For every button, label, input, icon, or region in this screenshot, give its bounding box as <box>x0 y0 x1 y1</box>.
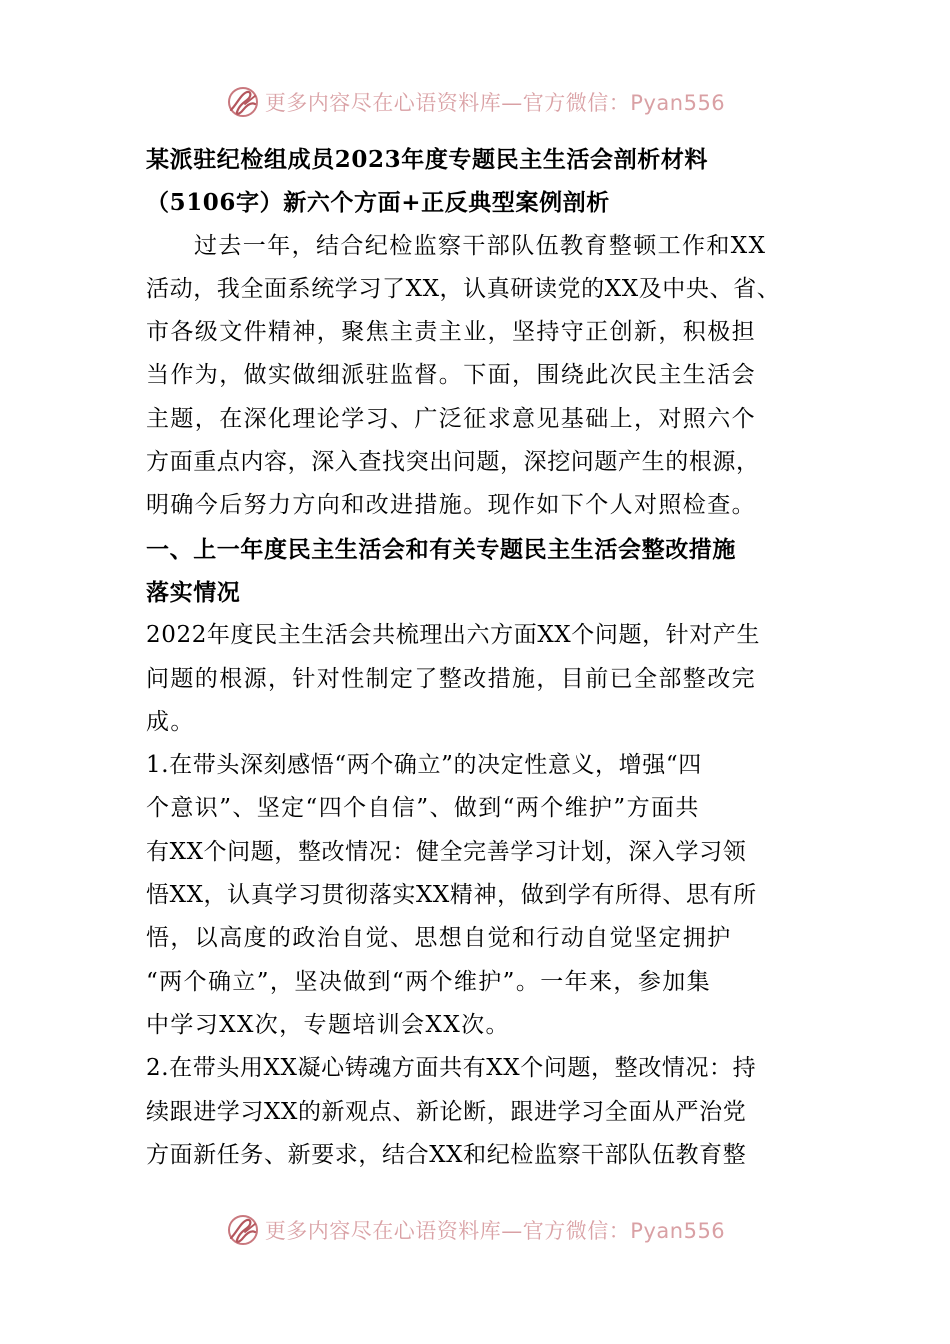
signature-logo-icon <box>225 84 261 120</box>
item-1-line: 悟，以高度的政治自觉、思想自觉和行动自觉坚定拥护 <box>146 925 732 952</box>
intro-paragraph-line: 过去一年，结合纪检监察干部队伍教育整顿工作和XX <box>194 232 767 259</box>
section-1-heading-line: 落实情况 <box>146 578 241 606</box>
item-2-line: 续跟进学习XX的新观点、新论断，跟进学习全面从严治党 <box>146 1098 747 1125</box>
item-1-line: 中学习XX次，专题培训会XX次。 <box>146 1011 510 1038</box>
intro-paragraph-line: 当作为，做实做细派驻监督。下面，围绕此次民主生活会 <box>146 362 756 389</box>
document-title-line-1: 某派驻纪检组成员2023年度专题民主生活会剖析材料 <box>146 146 709 173</box>
section-1-body-line: 成。 <box>146 708 195 735</box>
intro-paragraph-line: 市各级文件精神，聚焦主责主业，坚持守正创新，积极担 <box>146 319 756 346</box>
section-1-heading-line: 一、上一年度民主生活会和有关专题民主生活会整改措施 <box>146 535 736 563</box>
intro-paragraph-line: 主题，在深化理论学习、广泛征求意见基础上，对照六个 <box>146 405 756 432</box>
signature-logo-icon <box>225 1212 261 1248</box>
footer-watermark-banner <box>0 1208 950 1252</box>
intro-paragraph-line: 活动，我全面系统学习了XX，认真研读党的XX及中央、省、 <box>146 275 781 302</box>
item-1-line: 有XX个问题，整改情况：健全完善学习计划，深入学习领 <box>146 838 747 865</box>
item-1-line: “两个确立”，坚决做到“两个维护”。一年来，参加集 <box>146 968 712 995</box>
header-watermark-text: 更多内容尽在心语资料库—官方微信：Pyan556 <box>264 91 726 115</box>
item-2-line: 2.在带头用XX凝心铸魂方面共有XX个问题，整改情况：持 <box>146 1055 757 1082</box>
footer-watermark-text: 更多内容尽在心语资料库—官方微信：Pyan556 <box>264 1219 726 1243</box>
item-2-line: 方面新任务、新要求，结合XX和纪检监察干部队伍教育整 <box>146 1141 747 1168</box>
section-1-body-line: 问题的根源，针对性制定了整改措施，目前已全部整改完 <box>146 665 756 692</box>
document-title-line-2: （5106字）新六个方面+正反典型案例剖析 <box>146 189 610 217</box>
section-1-body-line: 2022年度民主生活会共梳理出六方面XX个问题，针对产生 <box>146 622 761 649</box>
item-1-line: 1.在带头深刻感悟“两个确立”的决定性意义，增强“四 <box>146 752 702 779</box>
item-1-line: 个意识”、坚定“四个自信”、做到“两个维护”方面共 <box>146 795 700 822</box>
document-body <box>146 138 818 1177</box>
header-watermark-banner <box>0 80 950 124</box>
intro-paragraph-line: 方面重点内容，深入查找突出问题，深挖问题产生的根源， <box>146 449 760 476</box>
item-1-line: 悟XX，认真学习贯彻落实XX精神，做到学有所得、思有所 <box>146 882 757 909</box>
intro-paragraph-line: 明确今后努力方向和改进措施。现作如下个人对照检查。 <box>146 492 756 519</box>
